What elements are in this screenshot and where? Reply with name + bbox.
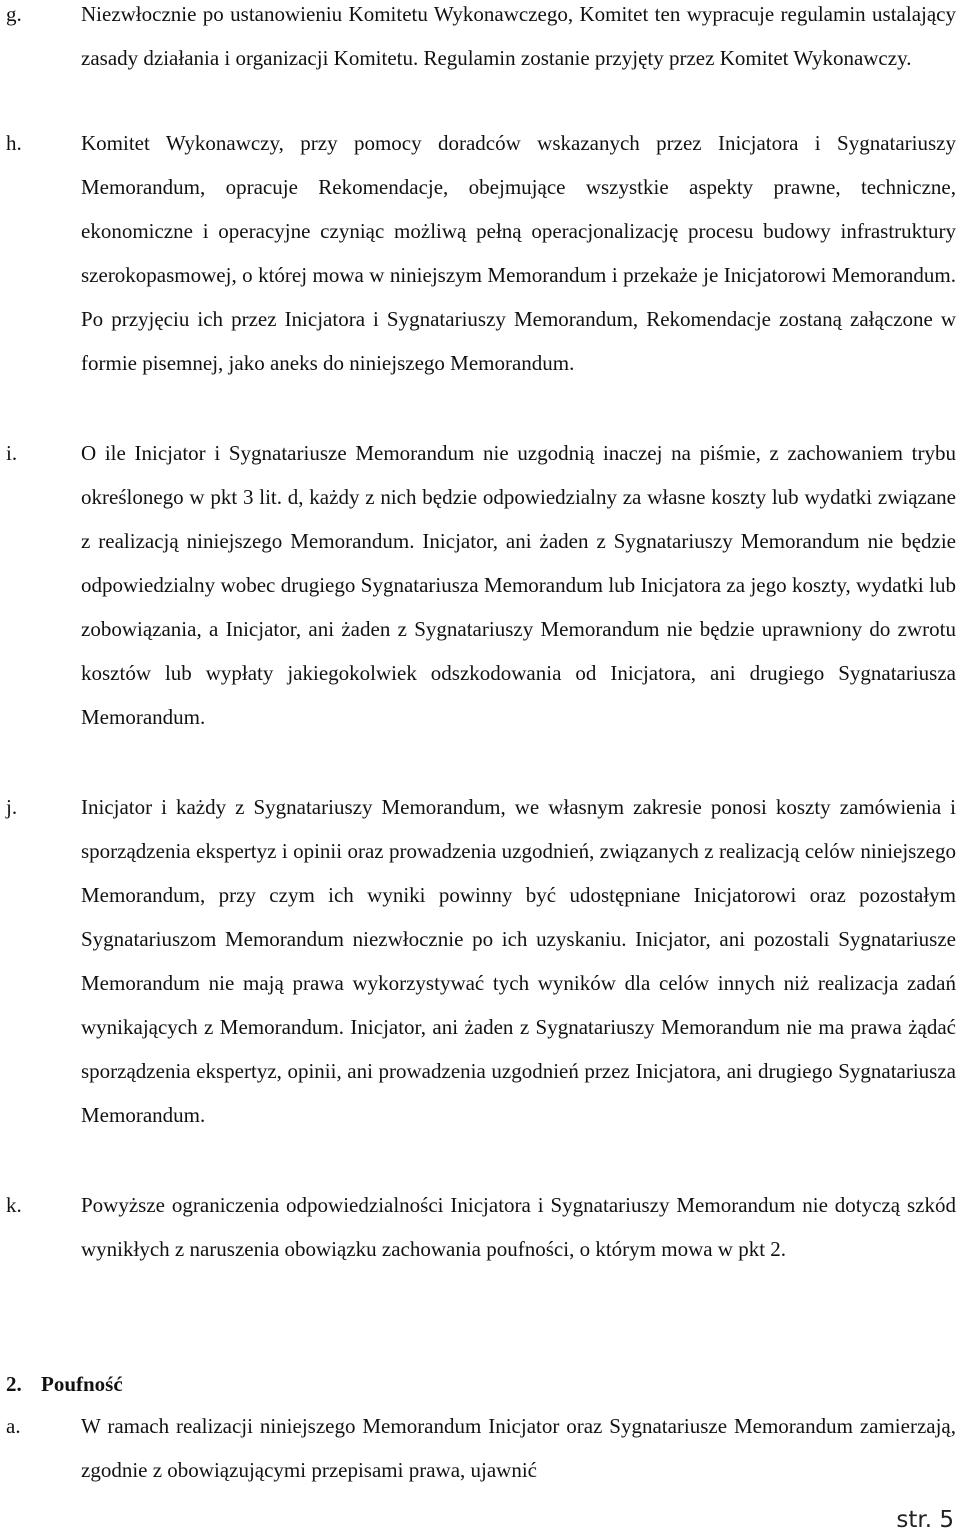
paragraph-text: Niezwłocznie po ustanowieniu Komitetu Wykonawczego, Komitet ten wypracuje regulamin ustalający zasady działania i organizacji Komitetu. Regulamin zostanie przyjęty przez Komitet Wykonawczy. xyxy=(81,2,956,70)
list-marker: g. xyxy=(6,2,22,26)
paragraph-text: Komitet Wykonawczy, przy pomocy doradców wskazanych przez Inicjatora i Sygnatariuszy Memorandum, opracuje Rekomendacje, obejmujące wszystkie aspekty prawne, techniczne, ekonomiczne i operacyjne czyniąc możliwą pełną operacjonalizację procesu budowy infrastruktury szerokopasmowej, o której mowa w niniejszym Memorandum i przekaże je Inicjatorowi Memorandum. Po przyjęciu ich przez Inicjatora i Sygnatariuszy Memorandum, Rekomendacje zostaną załączone w formie pisemnej, jako aneks do niniejszego Memorandum. xyxy=(81,131,956,375)
paragraph-text: Inicjator i każdy z Sygnatariuszy Memorandum, we własnym zakresie ponosi koszty zamówienia i sporządzenia ekspertyz i opinii oraz prowadzenia uzgodnień, związanych z realizacją celów niniejszego Memorandum, przy czym ich wyniki powinny być udostępniane Inicjatorowi oraz pozostałym Sygnatariuszom Memorandum niezwłocznie po ich uzyskaniu. Inicjator, ani pozostali Sygnatariusze Memorandum nie mają prawa wykorzystywać tych wyników dla celów innych niż realizacja zadań wynikających z Memorandum. Inicjator, ani żaden z Sygnatariuszy Memorandum nie ma prawa żądać sporządzenia ekspertyz, opinii, ani prowadzenia uzgodnień przez Inicjatora, ani drugiego Sygnatariusza Memorandum. xyxy=(81,795,956,1127)
paragraph-text: Powyższe ograniczenia odpowiedzialności Inicjatora i Sygnatariuszy Memorandum nie dotyczą szkód wynikłych z naruszenia obowiązku zachowania poufności, o którym mowa w pkt 2. xyxy=(81,1193,956,1261)
section-number: 2. xyxy=(6,1372,22,1396)
list-marker: j. xyxy=(6,795,18,819)
list-marker: k. xyxy=(6,1193,22,1217)
paragraph-text: W ramach realizacji niniejszego Memorandum Inicjator oraz Sygnatariusze Memorandum zamierzają, zgodnie z obowiązującymi przepisami prawa, ujawnić xyxy=(81,1414,956,1482)
list-marker: a. xyxy=(6,1414,21,1438)
page-number: str. 5 xyxy=(896,1507,954,1533)
list-marker: i. xyxy=(6,441,18,465)
list-marker: h. xyxy=(6,131,22,155)
section-heading xyxy=(6,1362,123,1406)
paragraph-text: O ile Inicjator i Sygnatariusze Memorandum nie uzgodnią inaczej na piśmie, z zachowaniem trybu określonego w pkt 3 lit. d, każdy z nich będzie odpowiedzialny za własne koszty lub wydatki związane z realizacją niniejszego Memorandum. Inicjator, ani żaden z Sygnatariuszy Memorandum nie będzie odpowiedzialny wobec drugiego Sygnatariusza Memorandum lub Inicjatora za jego koszty, wydatki lub zobowiązania, a Inicjator, ani żaden z Sygnatariuszy Memorandum nie będzie uprawniony do zwrotu kosztów lub wypłaty jakiegokolwiek odszkodowania od Inicjatora, ani drugiego Sygnatariusza Memorandum. xyxy=(81,441,956,729)
section-title: Poufność xyxy=(41,1372,123,1396)
